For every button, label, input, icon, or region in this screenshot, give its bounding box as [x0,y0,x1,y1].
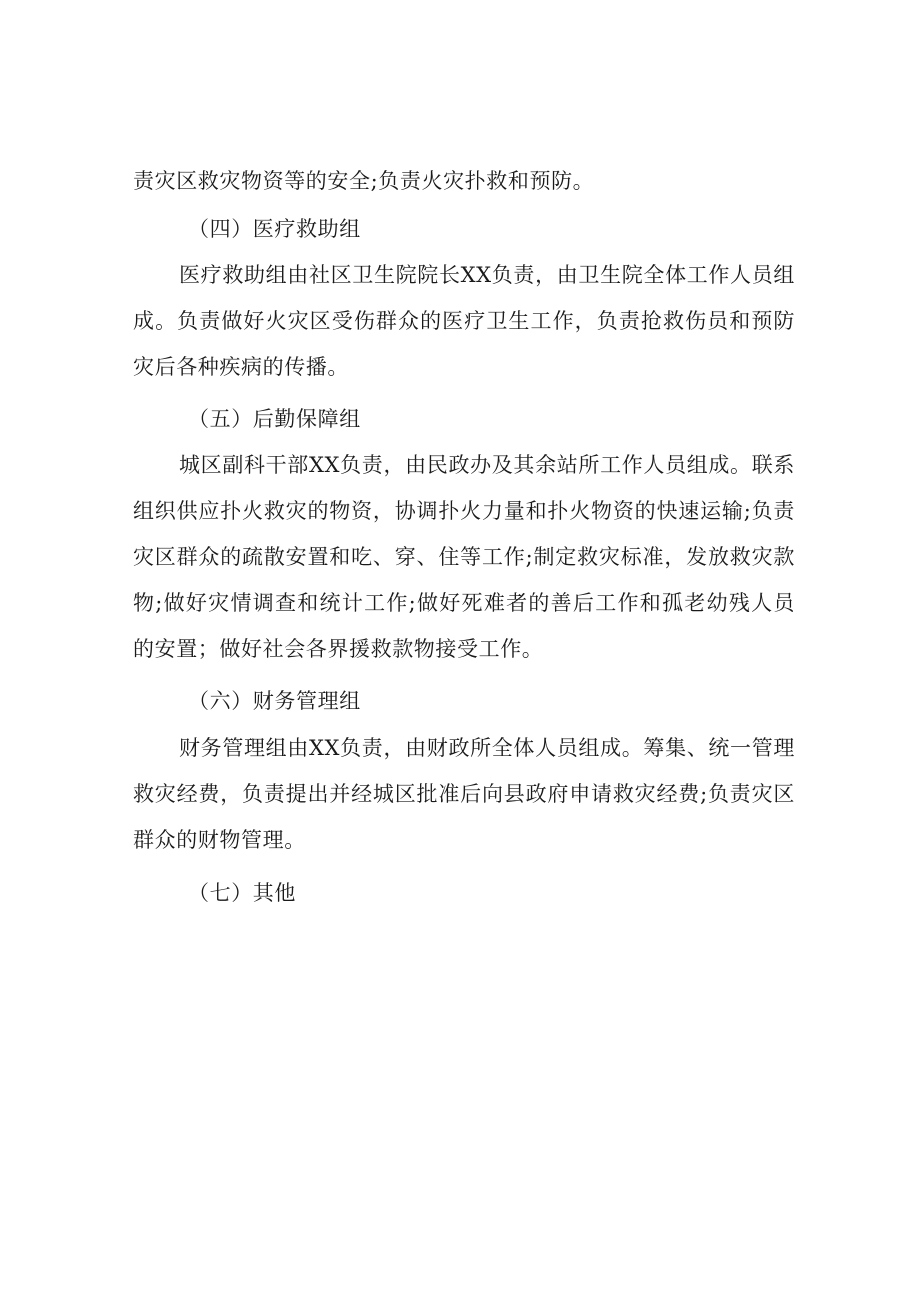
section-body-medical: 医疗救助组由社区卫生院院长XX负责，由卫生院全体工作人员组成。负责做好火灾区受伤群众的医疗卫生工作，负责抢救伤员和预防灾后各种疾病的传播。 [133,263,795,379]
section-heading-finance: （六）财务管理组 [188,689,361,713]
section-heading-other: （七）其他 [188,881,296,905]
section-body-finance: 财务管理组由XX负责，由财政所全体人员组成。筹集、统一管理救灾经费，负责提出并经城区批准后向县政府申请救灾经费;负责灾区群众的财物管理。 [133,736,795,852]
section-heading-logistics: （五）后勤保障组 [188,407,361,431]
continuation-paragraph: 责灾区救灾物资等的安全;负责火灾扑救和预防。 [133,169,595,193]
section-heading-medical: （四）医疗救助组 [188,217,361,241]
section-body-logistics: 城区副科干部XX负责，由民政办及其余站所工作人员组成。联系组织供应扑火救灾的物资，协调扑火力量和扑火物资的快速运输;负责灾区群众的疏散安置和吃、穿、住等工作;制定救灾标准，发放救灾款物;做好灾情调查和统计工作;做好死难者的善后工作和孤老幼残人员的安置；做好社会各界援救款物接受工作。 [133,453,795,661]
